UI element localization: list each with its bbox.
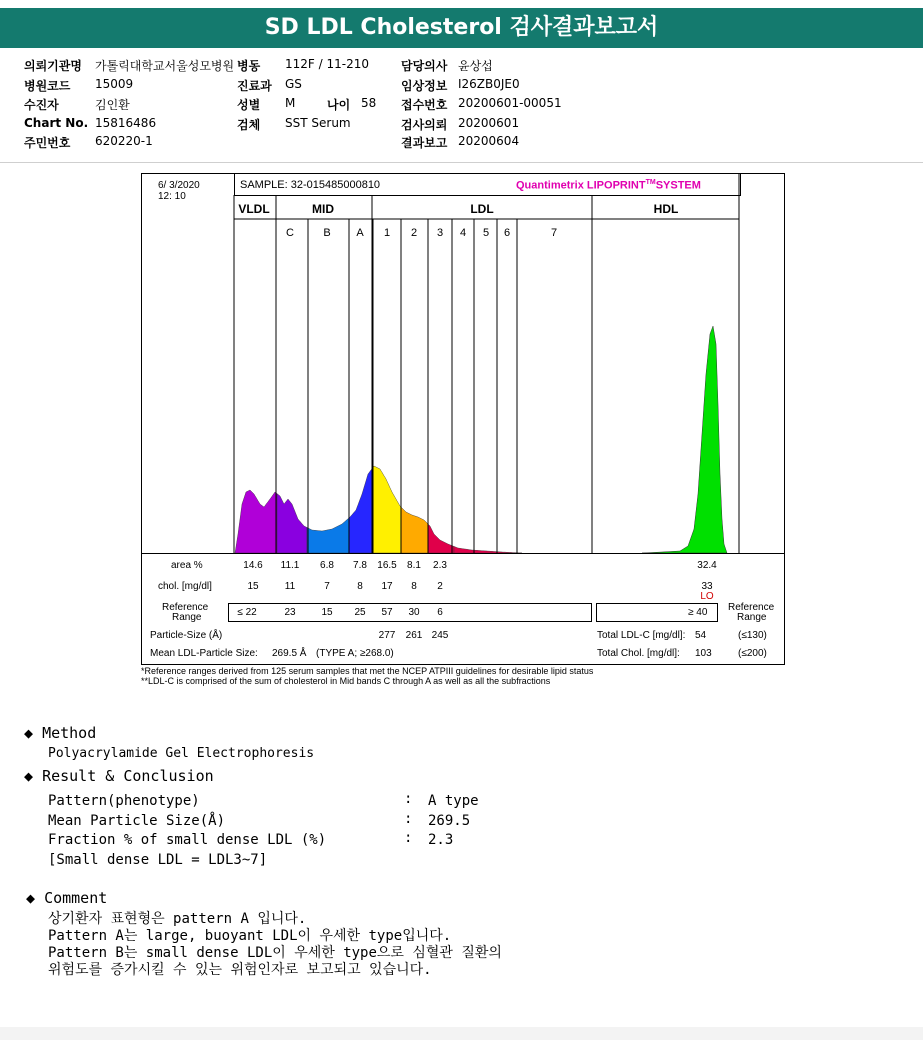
ref-hdl: ≥ 40	[688, 607, 708, 618]
specimen-value: SST Serum	[285, 116, 351, 130]
ref-2: 30	[408, 607, 420, 618]
area-hdl: 32.4	[697, 560, 717, 571]
result-size-label: Mean Particle Size(Å)	[48, 813, 226, 829]
divider	[0, 162, 923, 163]
electrophoresis-plot	[142, 174, 784, 664]
ward-value: 112F / 11-210	[285, 57, 369, 71]
diamond-bullet-icon: ◆	[24, 724, 34, 742]
band-3-area	[428, 524, 454, 553]
area-1: 16.5	[377, 560, 397, 571]
chol-a: 8	[357, 581, 363, 592]
chol-1: 17	[381, 581, 393, 592]
mean-ldl-type: (TYPE A; ≥268.0)	[316, 648, 394, 659]
hdl-peak	[642, 326, 727, 553]
diamond-bullet-icon: ◆	[26, 889, 36, 907]
request-label: 검사의뢰	[401, 118, 448, 132]
footnote-reference: *Reference ranges derived from 125 serum samples that met the NCEP ATPIII guidelines for desirable lipid status	[141, 666, 594, 676]
total-ldl-reference: (≤130)	[738, 630, 767, 641]
total-chol-label: Total Chol. [mg/dl]:	[597, 648, 680, 659]
hospital-code-value: 15009	[95, 77, 134, 91]
dept-label: 진료과	[237, 79, 272, 93]
total-chol-value: 103	[695, 648, 712, 659]
total-ldl-label: Total LDL-C [mg/dl]:	[597, 630, 686, 641]
report-date-label: 결과보고	[401, 136, 448, 150]
id-value: 620220-1	[95, 134, 153, 148]
mean-ldl-size-label: Mean LDL-Particle Size:	[150, 648, 258, 659]
examinee-value: 김인환	[95, 98, 130, 112]
particle-3: 245	[431, 630, 449, 641]
band-b-label: B	[323, 227, 331, 239]
band-c-label: C	[286, 227, 294, 239]
table-top-line	[142, 553, 784, 554]
particle-1: 277	[378, 630, 396, 641]
band-c-area	[277, 494, 307, 553]
examinee-label: 수진자	[24, 98, 59, 112]
total-ldl-value: 54	[695, 630, 707, 641]
ref-vldl: ≤ 22	[237, 607, 257, 618]
result-size-colon: :	[404, 811, 413, 827]
band-6-label: 6	[503, 227, 511, 239]
result-heading: ◆ Result & Conclusion	[24, 767, 214, 785]
ref-a: 25	[354, 607, 366, 618]
vldl-area	[235, 490, 277, 553]
sample-id: SAMPLE: 32-015485000810	[240, 179, 381, 191]
reference-label-right-2: Range	[737, 612, 767, 623]
band-7-label: 7	[550, 227, 558, 239]
group-ldl: LDL	[470, 202, 494, 216]
band-1-label: 1	[383, 227, 391, 239]
request-value: 20200601	[458, 116, 520, 130]
hdl-low-flag: LO	[700, 591, 714, 602]
band-a-label: A	[356, 227, 364, 239]
institution-value: 가톨릭대학교서울성모병원	[95, 59, 235, 73]
ref-b: 15	[321, 607, 333, 618]
band-2-label: 2	[410, 227, 418, 239]
sex-value: M	[285, 96, 296, 110]
area-b: 6.8	[320, 560, 334, 571]
group-mid: MID	[312, 202, 334, 216]
dept-value: GS	[285, 77, 302, 91]
particle-2: 261	[405, 630, 423, 641]
band-2-area	[401, 507, 428, 553]
mean-ldl-size-value: 269.5 Å	[272, 648, 307, 659]
band-4-label: 4	[459, 227, 467, 239]
receipt-label: 접수번호	[401, 98, 448, 112]
area-c: 11.1	[280, 560, 300, 571]
group-hdl: HDL	[653, 202, 679, 216]
method-heading: ◆ Method	[24, 724, 97, 742]
hospital-code-label: 병원코드	[24, 79, 71, 93]
area-vldl: 14.6	[243, 560, 263, 571]
specimen-label: 검체	[237, 118, 261, 132]
comment-line-3: Pattern B는 small dense LDL이 우세한 type으로 심혈관 질환의	[48, 945, 502, 961]
result-size-value: 269.5	[428, 813, 471, 829]
age-label: 나이	[327, 98, 351, 112]
result-fraction-value: 2.3	[428, 832, 454, 848]
report-date-value: 20200604	[458, 134, 520, 148]
sex-label: 성별	[237, 98, 261, 112]
chol-b: 7	[324, 581, 330, 592]
area-label: area %	[171, 560, 203, 571]
footnote-ldl: **LDL-C is comprised of the sum of cholesterol in Mid bands C through A as well as all the subfractions	[141, 676, 551, 686]
comment-heading: ◆ Comment	[26, 889, 108, 907]
report-title: SD LDL Cholesterol 검사결과보고서	[0, 8, 923, 48]
result-pattern-colon: :	[404, 791, 413, 807]
small-ldl-area	[454, 546, 522, 553]
chol-2: 8	[411, 581, 417, 592]
ref-1: 57	[381, 607, 393, 618]
result-pattern-value: A type	[428, 793, 479, 809]
diamond-bullet-icon: ◆	[24, 767, 34, 785]
result-fraction-label: Fraction % of small dense LDL (%)	[48, 832, 327, 848]
result-pattern-label: Pattern(phenotype)	[48, 793, 200, 809]
area-a: 7.8	[353, 560, 367, 571]
comment-line-2: Pattern A는 large, buoyant LDL이 우세한 type입니다.	[48, 928, 452, 944]
chart-time: 12: 10	[158, 191, 186, 202]
chart-label: Chart No.	[24, 116, 89, 130]
ref-c: 23	[284, 607, 296, 618]
band-5-label: 5	[482, 227, 490, 239]
result-note: [Small dense LDL = LDL3~7]	[48, 852, 268, 868]
particle-size-label: Particle-Size (Å)	[150, 630, 223, 641]
age-value: 58	[361, 96, 377, 110]
reference-label-right-1: Reference	[728, 602, 775, 613]
id-label: 주민번호	[24, 136, 71, 150]
reference-label-2: Range	[172, 612, 202, 623]
area-2: 8.1	[407, 560, 421, 571]
band-a-area	[349, 467, 373, 553]
band-1-area	[373, 466, 401, 553]
band-3-label: 3	[436, 227, 444, 239]
doctor-label: 담당의사	[401, 59, 448, 73]
brand-logo: Quantimetrix LIPOPRINT™SYSTEM	[516, 179, 701, 192]
chart-value: 15816486	[95, 116, 157, 130]
lipoprint-chart	[141, 173, 785, 665]
institution-label: 의뢰기관명	[24, 59, 82, 73]
chol-label: chol. [mg/dl]	[158, 581, 212, 592]
clinical-value: I26ZB0JE0	[458, 77, 520, 91]
comment-line-4: 위험도를 증가시킬 수 있는 위험인자로 보고되고 있습니다.	[48, 962, 432, 978]
result-fraction-colon: :	[404, 830, 413, 846]
chol-c: 11	[284, 581, 296, 592]
comment-line-1: 상기환자 표현형은 pattern A 입니다.	[48, 911, 307, 927]
ref-3: 6	[437, 607, 443, 618]
group-vldl: VLDL	[238, 202, 270, 216]
chol-3: 2	[437, 581, 443, 592]
area-3: 2.3	[433, 560, 447, 571]
chol-vldl: 15	[247, 581, 259, 592]
ward-label: 병동	[237, 59, 261, 73]
total-chol-reference: (≤200)	[738, 648, 767, 659]
reference-label-1: Reference	[162, 602, 209, 613]
receipt-value: 20200601-00051	[458, 96, 562, 110]
clinical-label: 임상정보	[401, 79, 448, 93]
doctor-value: 윤상섭	[458, 59, 493, 73]
chol-hdl: 33	[701, 581, 713, 592]
method-text: Polyacrylamide Gel Electrophoresis	[48, 746, 315, 761]
chart-date: 6/ 3/2020	[158, 180, 200, 191]
band-b-area	[307, 518, 349, 553]
